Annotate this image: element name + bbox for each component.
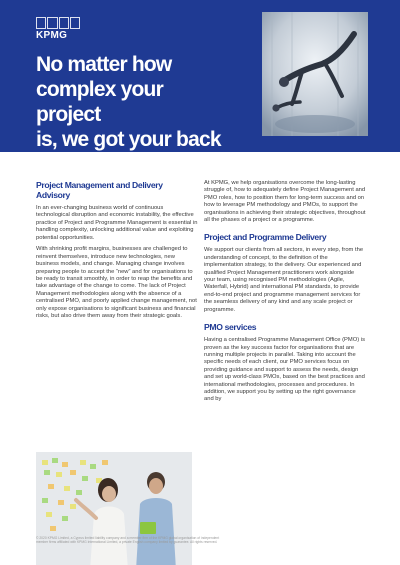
office-photo [36, 452, 192, 565]
skydiver-photo [262, 12, 368, 136]
kpmg-logo [36, 17, 80, 41]
skydiver-illustration [262, 12, 368, 136]
copyright-footer [36, 536, 366, 545]
right-column [204, 180, 366, 408]
advisory-paragraph: At KPMG, we help organisations overcome the long-lasting struggle of, how to adequately define Project Management and PMO roles, how to position them for long-term success and on how to leverage PM methodology and PMOs, to support the organisations in achieving their strategic objectives, throughout all the phases of a project or a programme. [204, 180, 366, 224]
pmo-heading: PMO services [204, 322, 257, 333]
footer-line: © 2020 KPMG Limited, a Cyprus limited liability company and a member firm of the KPMG global organisation of independent [36, 536, 220, 540]
logo-boxes [36, 17, 80, 29]
logo-text: KPMG [36, 30, 68, 41]
left-column [36, 180, 198, 325]
hero-title-line: is, we got your back [36, 128, 221, 151]
footer-line: member firms affiliated with KPMG International Limited, a private English company limited by guarantee. All rights reserved. [36, 540, 218, 545]
hero-title-line: No matter how [36, 53, 172, 76]
pmo-paragraph: Having a centralised Programme Management Office (PMO) is proven as the key success factor for organisations that are running multiple projects in parallel. Taking into account the specific needs of each client, our PMO services focus on providing guidance and support to assess the needs, design and set up world-class PMOs, based on the best practices and international methodologies, processes and procedures. In addition, we support you by setting up the right governance and by [204, 337, 365, 403]
advisory-paragraph: With shrinking profit margins, businesses are challenged to reinvent themselves, introduce new technologies, new business models, and change. Managing change involves preparing people to accept the “new” and for organisations to be ready to transit smoothly, in order to reap the benefits and take advantage of the change to come. The lack of Project Management methodologies along with the absence of a centralised PMO, and poorly applied change management, not only expose organisations to significant business and financial risks, but also drive them away from their strategic goals. [36, 246, 197, 320]
delivery-heading: Project and Programme Delivery [204, 232, 327, 243]
office-illustration [36, 452, 192, 565]
delivery-paragraph: We support our clients from all sectors, in every step, from the understanding of concept, to the definition of the implementation strategy, to the delivery. Our experienced and qualified Project Management practitioners work alongside your team, using recognised PM methodologies (Agile, Waterfall, Hybrid) and international PM standards, to provide end-to-end project and programme management services for the seamless delivery of any kind and any scale project or programme. [204, 247, 364, 313]
hero-title [36, 52, 226, 152]
advisory-heading: Project Management and Delivery Advisory [36, 180, 163, 200]
hero-banner [0, 0, 400, 152]
advisory-paragraph: In an ever-changing business world of continuous technological disruption and economic instability, the effective practice of Project and Programme Management is essential in handling complexity, unlocking additional value and exploiting potential opportunities. [36, 205, 198, 241]
hero-title-line: complex your project [36, 78, 163, 126]
